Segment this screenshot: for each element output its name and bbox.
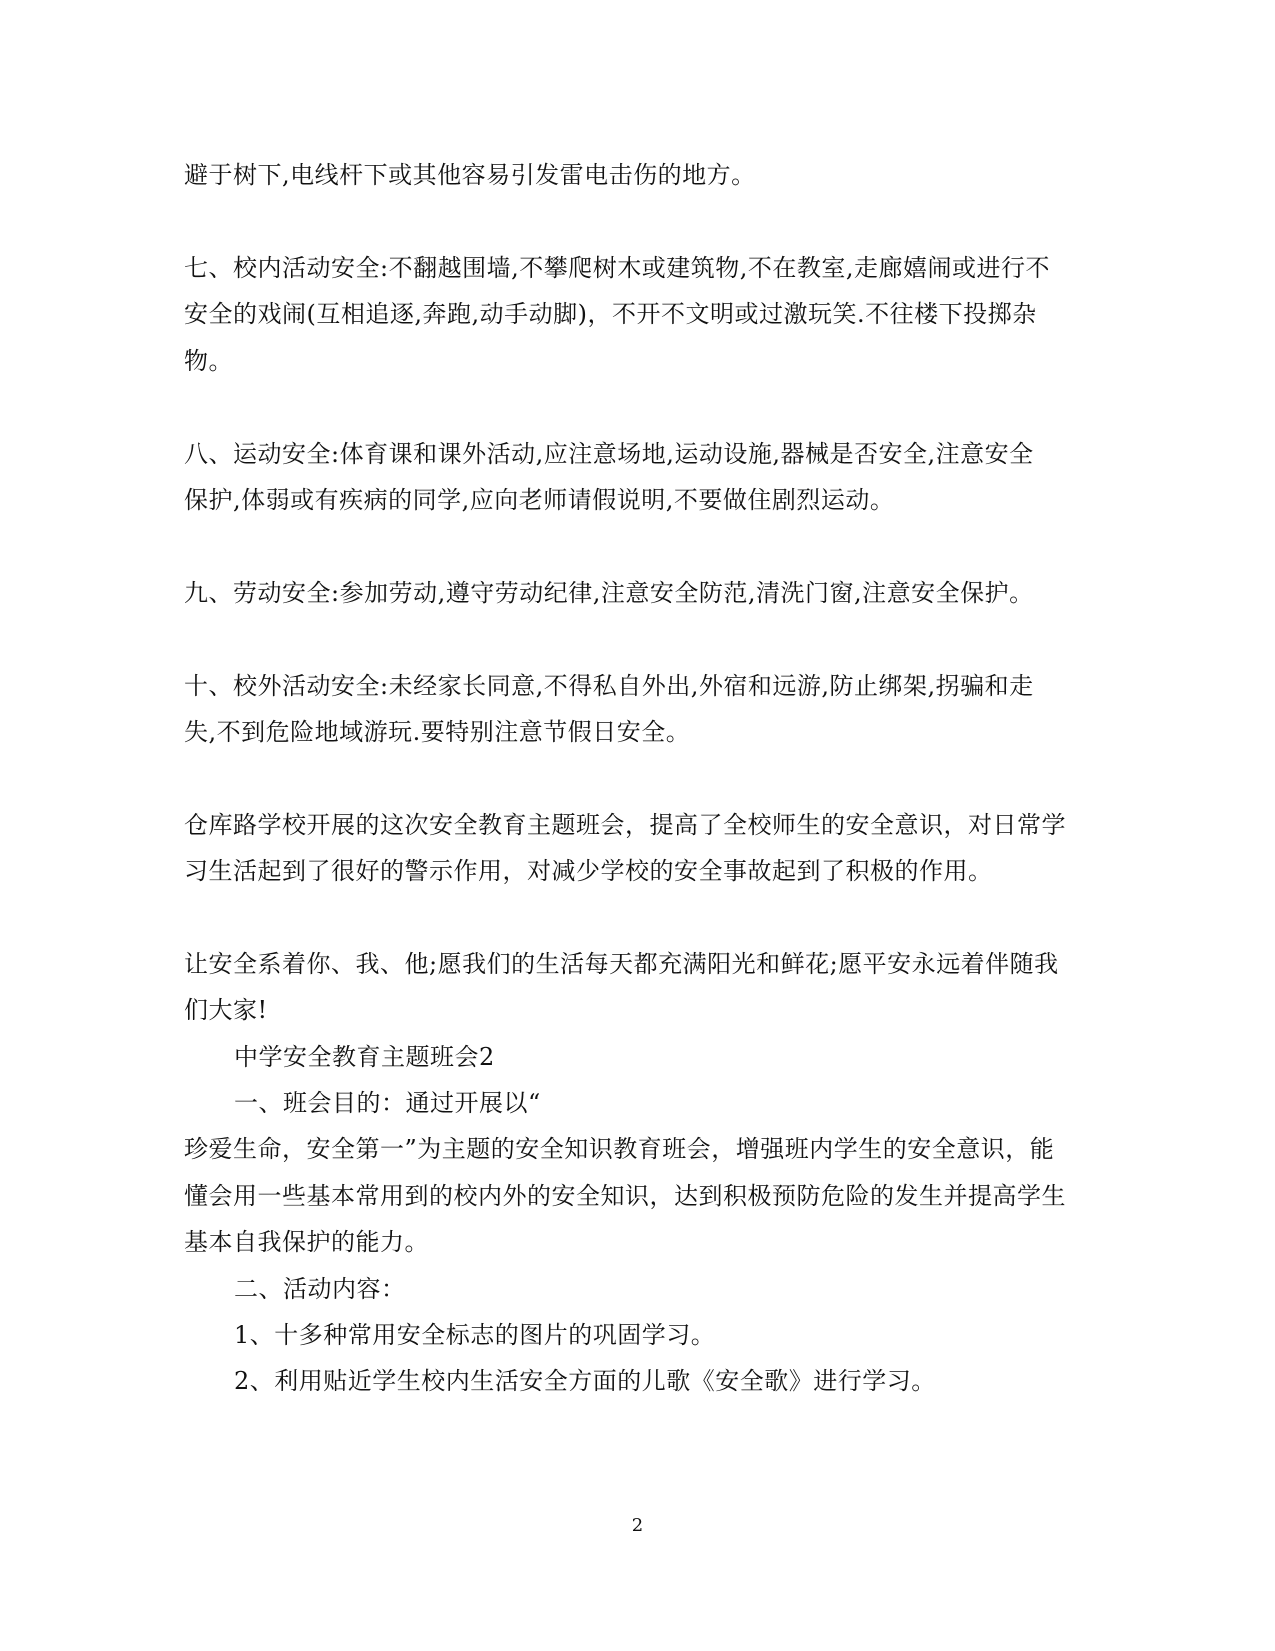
list-item: 2、利用贴近学生校内生活安全方面的儿歌《安全歌》进行学习。	[234, 1367, 936, 1395]
goal-line: 基本自我保护的能力。	[184, 1228, 429, 1256]
goal-line: 珍爱生命，安全第一”为主题的安全知识教育班会，增强班内学生的安全意识，能	[184, 1135, 1055, 1163]
paragraph-line: 们大家!	[184, 996, 268, 1024]
content-heading: 二、活动内容：	[234, 1275, 406, 1303]
paragraph-line: 九、劳动安全:参加劳动,遵守劳动纪律,注意安全防范,清洗门窗,注意安全保护。	[184, 579, 1034, 607]
paragraph-line: 失,不到危险地域游玩.要特别注意节假日安全。	[184, 718, 691, 746]
paragraph-line: 八、运动安全:体育课和课外活动,应注意场地,运动设施,器械是否安全,注意安全	[184, 440, 1034, 468]
paragraph-line: 仓库路学校开展的这次安全教育主题班会，提高了全校师生的安全意识，对日常学	[184, 811, 1066, 839]
paragraph-line: 物。	[184, 347, 233, 375]
goal-line: 懂会用一些基本常用到的校内外的安全知识，达到积极预防危险的发生并提高学生	[184, 1182, 1066, 1210]
paragraph-line: 让安全系着你、我、他;愿我们的生活每天都充满阳光和鲜花;愿平安永远着伴随我	[184, 950, 1059, 978]
paragraph-line: 十、校外活动安全:未经家长同意,不得私自外出,外宿和远游,防止绑架,拐骗和走	[184, 672, 1034, 700]
paragraph-line: 安全的戏闹(互相追逐,奔跑,动手动脚)，不开不文明或过激玩笑.不往楼下投掷杂	[184, 300, 1037, 328]
paragraph-line: 保护,体弱或有疾病的同学,应向老师请假说明,不要做住剧烈运动。	[184, 486, 895, 514]
page-number: 2	[631, 1515, 644, 1536]
paragraph-line: 避于树下,电线杆下或其他容易引发雷电击伤的地方。	[184, 161, 756, 189]
paragraph-line: 习生活起到了很好的警示作用，对减少学校的安全事故起到了积极的作用。	[184, 857, 993, 885]
paragraph-line: 七、校内活动安全:不翻越围墙,不攀爬树木或建筑物,不在教室,走廊嬉闹或进行不	[184, 254, 1050, 282]
goal-line: 一、班会目的：通过开展以“	[234, 1089, 541, 1117]
list-item: 1、十多种常用安全标志的图片的巩固学习。	[234, 1321, 716, 1349]
section-title: 中学安全教育主题班会2	[234, 1043, 495, 1071]
